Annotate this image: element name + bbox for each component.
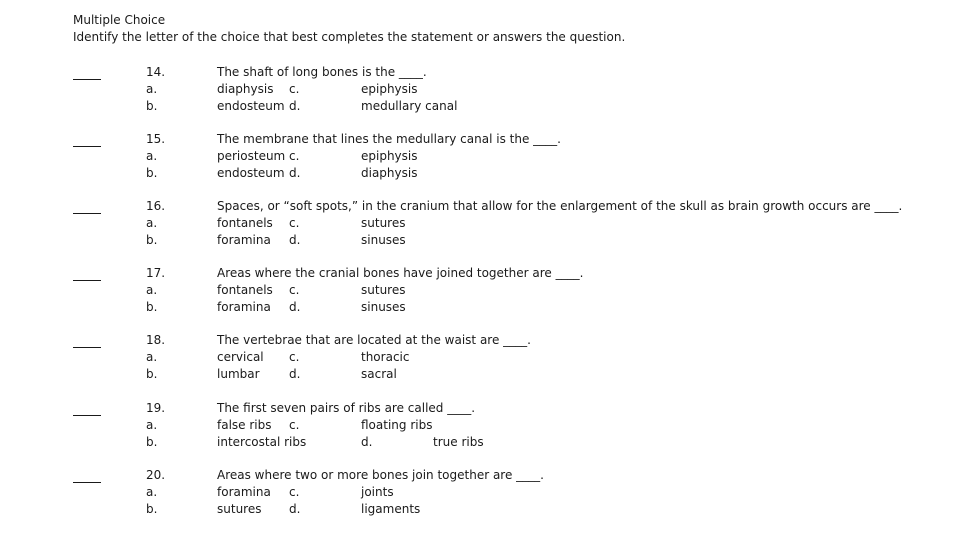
question-item: [0, 468, 960, 524]
option-letter-b: b.: [146, 367, 158, 381]
question-item: [0, 65, 960, 121]
question-stem: The shaft of long bones is the ____.: [217, 65, 427, 79]
option-d[interactable]: medullary canal: [361, 99, 458, 113]
question-number: 16.: [146, 199, 166, 213]
question-item: [0, 401, 960, 457]
question-number: 20.: [146, 468, 166, 482]
option-letter-c: c.: [289, 350, 300, 364]
question-item: [0, 266, 960, 322]
option-b[interactable]: intercostal ribs: [217, 435, 307, 449]
option-letter-d: d.: [361, 435, 373, 449]
option-letter-a: a.: [146, 82, 158, 96]
option-c[interactable]: sutures: [361, 216, 406, 230]
option-b[interactable]: endosteum: [217, 166, 285, 180]
question-stem: The membrane that lines the medullary canal is the ____.: [217, 132, 561, 146]
question-item: [0, 132, 960, 188]
option-letter-a: a.: [146, 485, 158, 499]
option-c[interactable]: thoracic: [361, 350, 410, 364]
question-number: 19.: [146, 401, 166, 415]
answer-blank[interactable]: [73, 266, 101, 281]
option-letter-a: a.: [146, 350, 158, 364]
option-b[interactable]: foramina: [217, 300, 271, 314]
answer-blank[interactable]: [73, 468, 101, 483]
option-c[interactable]: joints: [361, 485, 394, 499]
option-letter-d: d.: [289, 233, 301, 247]
option-d[interactable]: sinuses: [361, 300, 406, 314]
option-d[interactable]: true ribs: [433, 435, 484, 449]
option-letter-c: c.: [289, 485, 300, 499]
option-letter-c: c.: [289, 418, 300, 432]
option-b[interactable]: lumbar: [217, 367, 260, 381]
answer-blank[interactable]: [73, 199, 101, 214]
option-a[interactable]: false ribs: [217, 418, 272, 432]
question-number: 17.: [146, 266, 166, 280]
option-letter-b: b.: [146, 300, 158, 314]
option-letter-b: b.: [146, 502, 158, 516]
option-d[interactable]: diaphysis: [361, 166, 418, 180]
quiz-header: [73, 12, 625, 46]
option-a[interactable]: fontanels: [217, 283, 273, 297]
question-stem: Areas where two or more bones join together are ____.: [217, 468, 544, 482]
option-letter-d: d.: [289, 166, 301, 180]
option-letter-b: b.: [146, 435, 158, 449]
option-d[interactable]: ligaments: [361, 502, 421, 516]
option-d[interactable]: sacral: [361, 367, 397, 381]
option-letter-c: c.: [289, 283, 300, 297]
option-a[interactable]: fontanels: [217, 216, 273, 230]
section-title: Multiple Choice: [73, 13, 166, 27]
option-a[interactable]: diaphysis: [217, 82, 274, 96]
question-number: 14.: [146, 65, 166, 79]
option-letter-a: a.: [146, 283, 158, 297]
option-b[interactable]: foramina: [217, 233, 271, 247]
option-c[interactable]: sutures: [361, 283, 406, 297]
question-stem: The vertebrae that are located at the waist are ____.: [217, 333, 531, 347]
option-letter-c: c.: [289, 216, 300, 230]
option-letter-c: c.: [289, 149, 300, 163]
question-stem: Areas where the cranial bones have joined together are ____.: [217, 266, 584, 280]
option-a[interactable]: cervical: [217, 350, 264, 364]
option-letter-b: b.: [146, 233, 158, 247]
question-number: 18.: [146, 333, 166, 347]
option-c[interactable]: epiphysis: [361, 149, 418, 163]
option-letter-d: d.: [289, 300, 301, 314]
option-b[interactable]: sutures: [217, 502, 262, 516]
option-letter-a: a.: [146, 216, 158, 230]
question-item: [0, 199, 960, 255]
option-c[interactable]: floating ribs: [361, 418, 433, 432]
option-letter-a: a.: [146, 418, 158, 432]
option-a[interactable]: foramina: [217, 485, 271, 499]
option-c[interactable]: epiphysis: [361, 82, 418, 96]
question-stem: Spaces, or “soft spots,” in the cranium that allow for the enlargement of the skull as brain growth occurs are ____.: [217, 199, 903, 213]
option-a[interactable]: periosteum: [217, 149, 286, 163]
option-letter-d: d.: [289, 367, 301, 381]
option-letter-a: a.: [146, 149, 158, 163]
answer-blank[interactable]: [73, 401, 101, 416]
question-item: [0, 333, 960, 389]
option-letter-b: b.: [146, 99, 158, 113]
question-stem: The first seven pairs of ribs are called ____.: [217, 401, 476, 415]
option-letter-d: d.: [289, 99, 301, 113]
answer-blank[interactable]: [73, 333, 101, 348]
option-letter-b: b.: [146, 166, 158, 180]
option-d[interactable]: sinuses: [361, 233, 406, 247]
option-b[interactable]: endosteum: [217, 99, 285, 113]
option-letter-d: d.: [289, 502, 301, 516]
instructions-text: Identify the letter of the choice that best completes the statement or answers the question.: [73, 30, 626, 44]
option-letter-c: c.: [289, 82, 300, 96]
answer-blank[interactable]: [73, 132, 101, 147]
question-number: 15.: [146, 132, 166, 146]
answer-blank[interactable]: [73, 65, 101, 80]
